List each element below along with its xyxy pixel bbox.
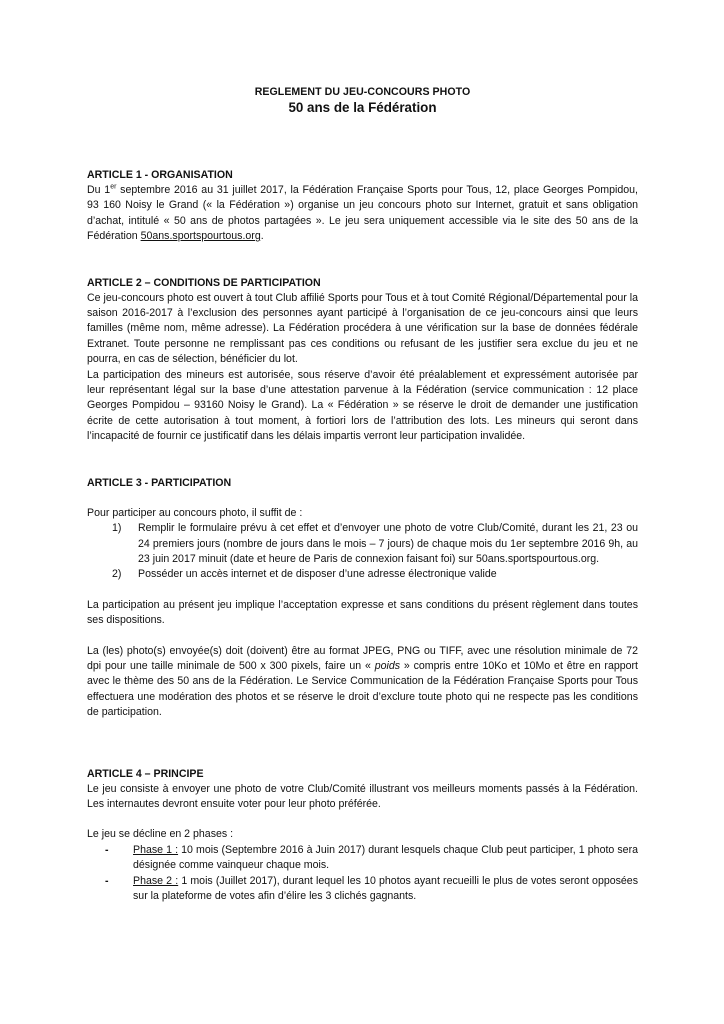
list-item xyxy=(105,843,638,874)
ordinal-superscript: er xyxy=(110,183,117,191)
list-item-text xyxy=(133,874,638,905)
format-text-italic: poids xyxy=(374,659,401,672)
article-1-text-body: septembre 2016 au 31 juillet 2017, la Fédération Française Sports pour Tous, 12, place Georges Pompidou, 93 160 Noisy le Grand (« la Fédération ») organise un jeu concours photo sur Internet, gratuit et sans obligation d’achat, intitulé « 50 ans de photos partagées ». Le jeu sera uniquement accessible via le site des 50 ans de la Fédération xyxy=(87,184,638,243)
phase-description: 10 mois (Septembre 2016 à Juin 2017) durant lesquels chaque Club peut participer, 1 photo sera désignée comme vainqueur chaque mois. xyxy=(133,843,638,872)
list-item-text: Posséder un accès internet et de disposer d’une adresse électronique valide xyxy=(138,568,497,581)
article-1-title: ARTICLE 1 - ORGANISATION xyxy=(87,169,233,181)
article-3-acceptance: La participation au présent jeu implique l’acceptation expresse et sans conditions du présent règlement dans toutes ses dispositions. xyxy=(87,598,638,627)
article-3-title: ARTICLE 3 - PARTICIPATION xyxy=(87,476,232,489)
article-1-text-start: Du 1 xyxy=(87,184,111,196)
list-item-text: Remplir le formulaire prévu à cet effet et d’envoyer une photo de votre Club/Comité, durant les 21, 23 ou 24 premiers jours (nombre de jours dans le mois – 7 jours) de chaque mois du 1er septembre 2016 9h, au 23 juin 2017 minuit (date et heure de Paris de connexion faisant foi) sur 50ans.sportspourtous.org. xyxy=(138,522,638,565)
article-3-format xyxy=(87,644,638,721)
document-subtitle: 50 ans de la Fédération xyxy=(288,100,437,115)
article-2 xyxy=(87,276,638,445)
article-4-paragraph-1: Le jeu consiste à envoyer une photo de votre Club/Comité illustrant vos meilleurs moments passés à la Fédération. Les internautes devront ensuite voter pour leur photo préférée. xyxy=(87,782,638,810)
site-link[interactable]: 50ans.sportspourtous.org xyxy=(140,230,261,243)
article-1 xyxy=(87,168,638,245)
format-text-start: La (les) photo(s) envoyée(s) doit (doivent) être au format JPEG, PNG ou TIFF, avec une résolution minimale de 72 dpi pour une taille minimale de 500 x 300 pixels, faire un « xyxy=(87,644,638,672)
article-2-title: ARTICLE 2 – CONDITIONS DE PARTICIPATION xyxy=(87,276,321,289)
list-item-number: 1) xyxy=(112,522,122,535)
article-4-title: ARTICLE 4 – PRINCIPE xyxy=(87,767,204,780)
list-item xyxy=(105,874,638,905)
list-bullet: - xyxy=(105,874,109,887)
list-item xyxy=(112,521,638,567)
article-1-text xyxy=(87,183,638,245)
article-4 xyxy=(87,767,638,905)
article-2-paragraph-1: Ce jeu-concours photo est ouvert à tout Club affilié Sports pour Tous et à tout Comité Régional/Départemental pour la saison 2016-2017 à l’exclusion des personnes ayant participé à l’organisation de ce jeu-concours ainsi que leurs familles (même nom, même adresse). La Fédération procédera à une vérification sur la base de données fédérale Extranet. Toute personne ne remplissant pas ces conditions ou refusant de les justifier sera exclue du jeu et ne pourra, en cas de sélection, bénéficier du lot. xyxy=(87,291,638,366)
list-item xyxy=(112,567,638,582)
article-2-paragraph-2: La participation des mineurs est autorisée, sous réserve d’avoir été préalablement et expressément autorisée par leur représentant légal sur la base d’une attestation parvenue à la Fédération (service communication : 12 place Georges Pompidou – 93160 Noisy le Grand). La « Fédération » se réserve le droit de demander une justification écrite de cette autorisation à tout moment, à fortiori lors de l’attribution des lots. Les mineurs qui seront dans l’incapacité de fournir ce justificatif dans les délais impartis verront leur participation invalidée. xyxy=(87,368,638,443)
list-item-text xyxy=(133,843,638,874)
participation-steps-list xyxy=(87,521,638,583)
list-item-number: 2) xyxy=(112,568,122,581)
format-text-end: » compris entre 10Ko et 10Mo et être en rapport avec le thème des 50 ans de la Fédération. Le Service Communication de la Fédération Française Sports pour Tous effectuera une modération des photos et se réserve le droit d’exclure toute photo qui ne respecte pas les conditions de participation. xyxy=(87,659,638,719)
document-header xyxy=(87,86,638,115)
phase-label: Phase 1 : xyxy=(133,843,179,856)
list-bullet: - xyxy=(105,843,109,856)
article-3 xyxy=(87,476,638,721)
phase-description: 1 mois (Juillet 2017), durant lequel les 10 photos ayant recueilli le plus de votes seront opposées sur la plateforme de votes afin d’élire les 3 clichés gagnants. xyxy=(133,874,639,902)
article-1-text-end: . xyxy=(260,230,264,243)
article-3-intro: Pour participer au concours photo, il suffit de : xyxy=(87,506,303,519)
article-4-paragraph-2: Le jeu se décline en 2 phases : xyxy=(87,828,234,841)
phases-list xyxy=(87,843,638,905)
document-title: REGLEMENT DU JEU-CONCOURS PHOTO xyxy=(254,86,471,98)
phase-label: Phase 2 : xyxy=(133,874,179,887)
